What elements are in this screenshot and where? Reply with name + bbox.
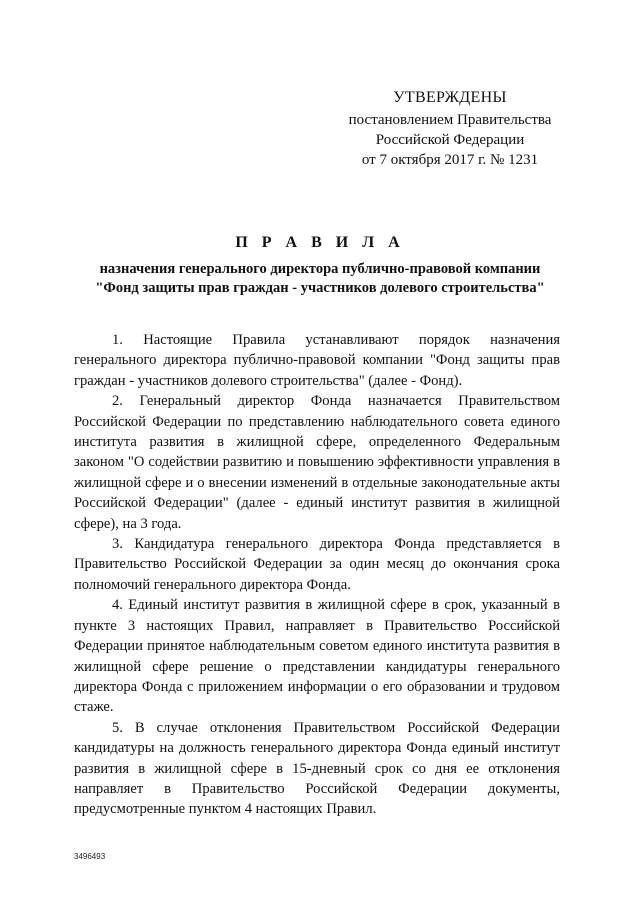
approval-heading: УТВЕРЖДЕНЫ (393, 89, 507, 106)
subtitle-line-2: "Фонд защиты прав граждан - участников долевого строительства" (95, 280, 545, 296)
paragraph-3: 3. Кандидатура генерального директора Фонда представляется в Правительство Российской Федерации за один месяц до окончания срока полномочий генерального директора Фонда. (74, 536, 560, 593)
document-subtitle (70, 260, 570, 298)
approval-line-1: постановлением Правительства (348, 112, 552, 128)
subtitle-line-1: назначения генерального директора публично-правовой компании (99, 261, 541, 277)
approval-line-3: от 7 октября 2017 г. № 1231 (361, 152, 539, 168)
paragraph-5: 5. В случае отклонения Правительством Российской Федерации кандидатуры на должность генерального директора Фонда единый институт развития в жилищной сфере в 15-дневный срок со дня ее отклонения направляет в Правительство Российской Федерации документы, предусмотренные пунктом 4 настоящих Правил. (74, 719, 560, 818)
document-number-footer: 3496493 (74, 852, 106, 861)
paragraph-4: 4. Единый институт развития в жилищной сфере в срок, указанный в пункте 3 настоящих Правил, направляет в Правительство Российской Федерации принятое наблюдательным советом единого института развития в жилищной сфере решение о представлении кандидатуры генерального директора Фонда с приложением информации о его образовании и трудовом стаже. (74, 597, 560, 716)
document-body (74, 330, 560, 820)
approval-line-2: Российской Федерации (375, 132, 525, 148)
paragraph-1: 1. Настоящие Правила устанавливают порядок назначения генерального директора публично-правовой компании "Фонд защиты прав граждан - участников долевого строительства" (далее - Фонд). (74, 332, 560, 389)
paragraph-2: 2. Генеральный директор Фонда назначается Правительством Российской Федерации по представлению наблюдательного совета единого института развития в жилищной сфере, определенного Федеральным законом "О содействии развитию и повышению эффективности управления в жилищной сфере и о внесении изменений в отдельные законодательные акты Российской Федерации" (далее - единый институт развития в жилищной сфере), на 3 года. (74, 393, 560, 532)
approval-block (330, 88, 570, 170)
document-title: П Р А В И Л А (235, 234, 405, 251)
